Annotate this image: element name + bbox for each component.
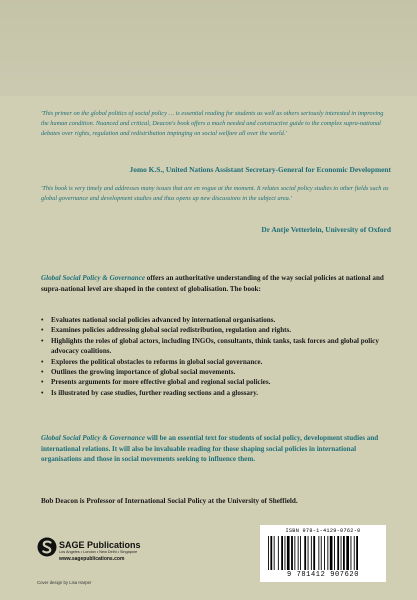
review-quote-1: 'This primer on the global politics of social policy … is essential reading for students as well as others seriously interested in improving the human condition. Nuanced and critical, Deacon's book offers a much needed and constructive guide to the complex supra-national debates over rights, regulation and redistribution impinging on social welfare all over the world.' [41, 110, 384, 137]
barcode-number: 9 781412 907620 [286, 571, 359, 579]
publisher-url: www.sagepublications.com [59, 556, 125, 562]
publisher-name: SAGE Publications [59, 540, 141, 550]
author-name: Bob Deacon [41, 497, 78, 505]
list-item: • Examines policies addressing global social redistribution, regulation and rights. [41, 325, 386, 335]
list-item: • Outlines the growing importance of global social movements. [41, 367, 386, 377]
publisher-cities: Los Angeles • London • New Delhi • Singapore [59, 550, 138, 554]
intro-text: offers an authoritative understanding of the way social policies at national and supra-national level are shaped in the context of globalisation. The book: [41, 274, 384, 293]
list-item: • Presents arguments for more effective global and regional social policies. [41, 377, 386, 387]
publisher-block [37, 537, 187, 577]
list-item: • Highlights the roles of global actors, including INGOs, consultants, think tanks, task forces and global policy advocacy coalitions. [41, 336, 386, 357]
sage-logo-icon [37, 537, 57, 557]
cover-design-credit: Cover design by Lisa Harper [37, 580, 92, 585]
feature-list [41, 315, 386, 398]
book-title-inline: Global Social Policy & Governance [41, 274, 146, 282]
barcode-icon [268, 536, 378, 570]
review-attribution-1: Jomo K.S., United Nations Assistant Secretary-General for Economic Development [129, 165, 391, 174]
isbn-label: ISBN 978-1-4129-0762-0 [285, 528, 361, 534]
barcode-block [260, 525, 386, 582]
book-title-inline: Global Social Policy & Governance [41, 434, 146, 442]
review-attribution-2: Dr Antje Vetterlein, University of Oxford [261, 225, 391, 234]
author-bio [41, 496, 391, 506]
review-quote-2: 'This book is very timely and addresses many issues that are en vogue at the moment. It relates social policy studies to other fields such as global governance and development studies and thus opens up new discussions in the subject area.' [41, 185, 389, 202]
closing-text: will be an essential text for students of social policy, development studies and international relations. It will also be invaluable reading for those shaping social policies in international organisations and those in social movements seeking to influence them. [41, 434, 379, 463]
list-item: • Is illustrated by case studies, further reading sections and a glossary. [41, 388, 386, 398]
closing-paragraph [41, 433, 391, 465]
book-description-intro [41, 273, 386, 294]
top-band [0, 0, 417, 96]
list-item: • Evaluates national social policies advanced by international organisations. [41, 315, 386, 325]
list-item: • Explores the political obstacles to reforms in global social governance. [41, 357, 386, 367]
author-bio-text: is Professor of International Social Policy at the University of Sheffield. [77, 497, 298, 505]
